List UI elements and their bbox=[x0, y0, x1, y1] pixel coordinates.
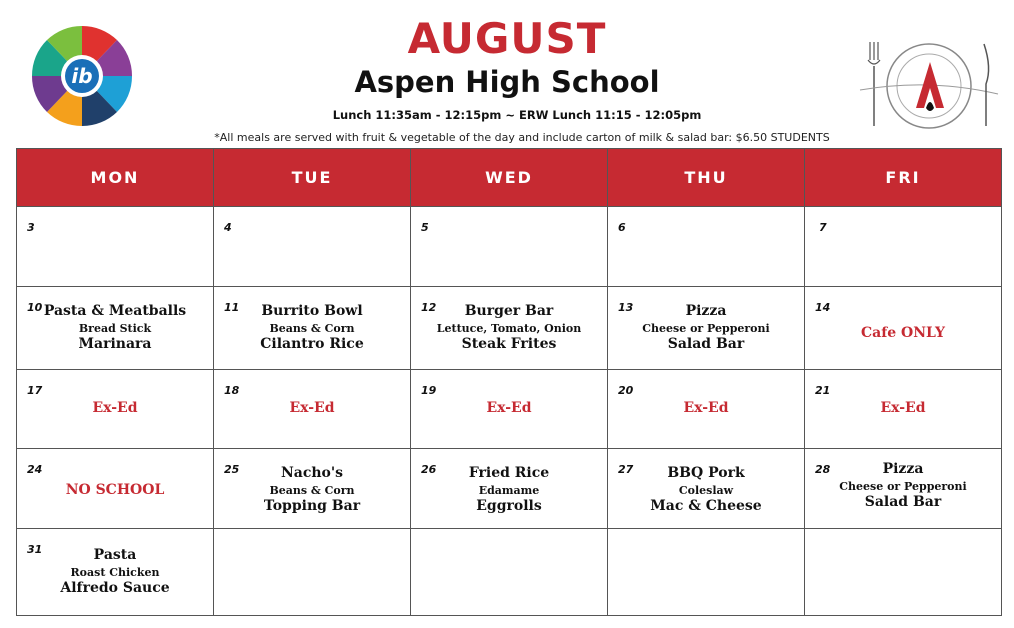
date-number: 20 bbox=[618, 384, 634, 397]
date-number: 19 bbox=[421, 384, 437, 397]
day-cell bbox=[214, 287, 411, 370]
side-dish: Topping Bar bbox=[263, 498, 361, 515]
lunch-calendar bbox=[16, 148, 1002, 616]
weekday-tue: TUE bbox=[214, 149, 411, 207]
main-dish: Pasta & Meatballs bbox=[43, 303, 187, 319]
day-cell bbox=[17, 370, 214, 449]
side-dish: Eggrolls bbox=[476, 498, 542, 515]
dish-detail: Cheese or Pepperoni bbox=[642, 321, 770, 335]
special-notice: Ex-Ed bbox=[683, 400, 729, 416]
date-number: 24 bbox=[27, 463, 43, 476]
week-row bbox=[17, 449, 1002, 529]
day-cell bbox=[214, 449, 411, 529]
side-dish: Marinara bbox=[78, 336, 152, 353]
weekday-mon: MON bbox=[17, 149, 214, 207]
date-number: 11 bbox=[224, 301, 240, 314]
date-number: 10 bbox=[27, 301, 43, 314]
date-number: 17 bbox=[27, 384, 43, 397]
main-dish: Pasta bbox=[93, 547, 137, 563]
day-cell bbox=[411, 370, 608, 449]
menu-entry bbox=[411, 465, 607, 516]
main-dish: Nacho's bbox=[280, 465, 344, 481]
day-cell bbox=[214, 207, 411, 287]
day-cell bbox=[608, 449, 805, 529]
main-dish: BBQ Pork bbox=[667, 465, 745, 481]
special-notice: Ex-Ed bbox=[289, 400, 335, 416]
menu-entry bbox=[608, 303, 804, 354]
date-number: 18 bbox=[224, 384, 240, 397]
svg-text:ib: ib bbox=[71, 64, 93, 88]
menu-entry bbox=[411, 303, 607, 354]
date-number: 28 bbox=[815, 463, 831, 476]
day-cell bbox=[214, 370, 411, 449]
day-cell bbox=[411, 449, 608, 529]
menu-entry bbox=[17, 303, 213, 354]
date-number: 27 bbox=[618, 463, 634, 476]
main-dish: Burrito Bowl bbox=[261, 303, 363, 319]
weekday-thu: THU bbox=[608, 149, 805, 207]
side-dish: Steak Frites bbox=[461, 336, 557, 353]
dish-detail: Cheese or Pepperoni bbox=[839, 479, 967, 493]
day-cell bbox=[805, 370, 1002, 449]
plate-logo-icon bbox=[856, 38, 1002, 130]
date-number: 3 bbox=[27, 221, 35, 234]
menu-entry bbox=[608, 465, 804, 516]
main-dish: Burger Bar bbox=[464, 303, 554, 319]
side-dish: Mac & Cheese bbox=[650, 498, 762, 515]
date-number: 25 bbox=[224, 463, 240, 476]
day-cell bbox=[608, 207, 805, 287]
month-title: AUGUST bbox=[407, 14, 607, 63]
date-number: 5 bbox=[421, 221, 429, 234]
weekday-header-row bbox=[17, 149, 1002, 207]
day-cell bbox=[17, 207, 214, 287]
date-number: 12 bbox=[421, 301, 437, 314]
special-notice: Ex-Ed bbox=[880, 400, 926, 416]
day-cell bbox=[411, 529, 608, 616]
day-cell bbox=[805, 529, 1002, 616]
date-number: 21 bbox=[815, 384, 831, 397]
week-row bbox=[17, 207, 1002, 287]
special-notice: Cafe ONLY bbox=[861, 325, 945, 341]
day-cell bbox=[805, 449, 1002, 529]
dish-detail: Roast Chicken bbox=[70, 565, 160, 579]
special-notice: Ex-Ed bbox=[92, 400, 138, 416]
day-cell bbox=[411, 207, 608, 287]
dish-detail: Beans & Corn bbox=[269, 321, 355, 335]
menu-entry bbox=[805, 461, 1001, 512]
main-dish: Pizza bbox=[882, 461, 924, 477]
special-notice: Ex-Ed bbox=[486, 400, 532, 416]
menu-entry bbox=[214, 303, 410, 354]
day-cell bbox=[805, 287, 1002, 370]
day-cell bbox=[17, 529, 214, 616]
main-dish: Fried Rice bbox=[468, 465, 550, 481]
week-row bbox=[17, 370, 1002, 449]
day-cell bbox=[608, 529, 805, 616]
lunch-hours: Lunch 11:35am - 12:15pm ~ ERW Lunch 11:15 - 12:05pm bbox=[332, 108, 702, 122]
meal-note: *All meals are served with fruit & vegetable of the day and include carton of milk & salad bar: $6.50 STUDENTS bbox=[214, 131, 830, 144]
day-cell bbox=[17, 287, 214, 370]
week-row bbox=[17, 529, 1002, 616]
dish-detail: Coleslaw bbox=[678, 483, 734, 497]
ib-logo-icon bbox=[30, 20, 134, 132]
dish-detail: Beans & Corn bbox=[269, 483, 355, 497]
date-number: 6 bbox=[618, 221, 626, 234]
main-dish: Pizza bbox=[685, 303, 727, 319]
week-row bbox=[17, 287, 1002, 370]
day-cell bbox=[411, 287, 608, 370]
dish-detail: Lettuce, Tomato, Onion bbox=[436, 321, 582, 335]
menu-entry bbox=[17, 547, 213, 598]
weekday-fri: FRI bbox=[805, 149, 1002, 207]
day-cell bbox=[805, 207, 1002, 287]
side-dish: Salad Bar bbox=[667, 336, 745, 353]
weekday-wed: WED bbox=[411, 149, 608, 207]
school-name: Aspen High School bbox=[354, 65, 660, 99]
date-number: 4 bbox=[224, 221, 232, 234]
day-cell bbox=[214, 529, 411, 616]
day-cell bbox=[608, 287, 805, 370]
date-number: 13 bbox=[618, 301, 634, 314]
date-number: 26 bbox=[421, 463, 437, 476]
day-cell bbox=[17, 449, 214, 529]
date-number: 31 bbox=[27, 543, 43, 556]
dish-detail: Edamame bbox=[478, 483, 540, 497]
date-number: 7 bbox=[819, 221, 827, 234]
menu-entry bbox=[214, 465, 410, 516]
date-number: 14 bbox=[815, 301, 831, 314]
day-cell bbox=[608, 370, 805, 449]
special-notice: NO SCHOOL bbox=[65, 482, 165, 498]
side-dish: Alfredo Sauce bbox=[60, 580, 170, 597]
side-dish: Cilantro Rice bbox=[260, 336, 364, 353]
dish-detail: Bread Stick bbox=[78, 321, 152, 335]
side-dish: Salad Bar bbox=[864, 494, 942, 511]
